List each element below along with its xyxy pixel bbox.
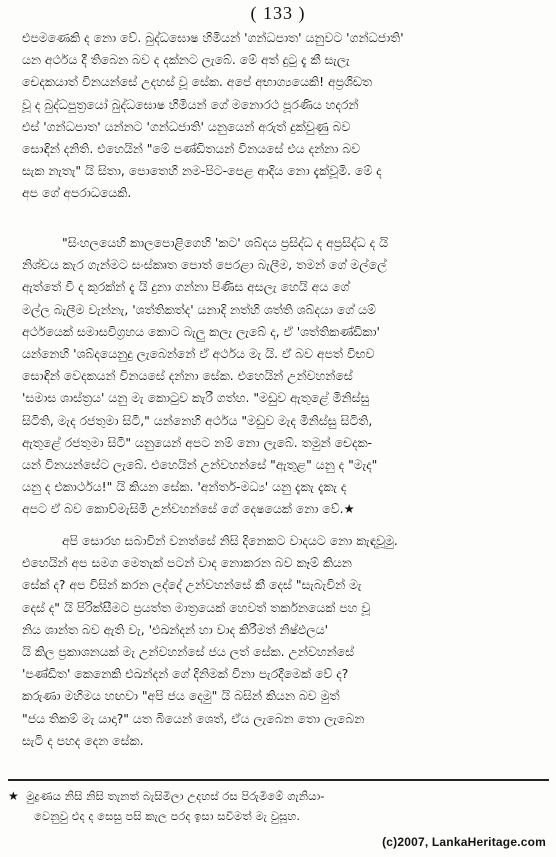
text-line: වූ ද බුද්ධපුත්‍රයෝ බුද්ධඝොෂ හිමියන් ගේ මනොරථ පූරණිය හදරන්: [22, 96, 359, 112]
text-line: නිය ශාන්ත බව ඇති වැ, 'එඛන්දන් හා වාද කිරීමත් නිෂ්ඵලය': [22, 621, 329, 637]
text-line: අප ගේ අපරාධයෙකි.: [22, 185, 132, 201]
text-line: මල්ල බැලීම වැන්නැ, 'ශත්තිකත්ද' යනාදි නත්හි ශත්ති ශබ්දයා ගේ යම්: [22, 301, 376, 317]
text-line: එහෙයින් අප සමග මෙතැක් පටන් වාද නොකරන බව කෑම් කියන: [22, 555, 352, 571]
text-line: යන අර්ථය දී තිබෙන බව ද දක්නට ලැබේ. මේ අත් දුටු දැ කී සැලැ: [22, 52, 350, 68]
text-line: යනු ද එකාර්ථය!" යි කියන සේක. 'අන්තර්-මධ්‍ය' යනු දැකැ දැකැ ද: [22, 479, 347, 495]
page-number: ( 133 ): [250, 3, 306, 23]
text-line: එපමණෙකි ද නො වේ. බුද්ධඝොෂ හිමියන් 'ගන්ධපාත' යනුවට 'ගන්ධජාති': [22, 30, 404, 45]
footnote-line: [8, 786, 538, 806]
text-line: අපට ඒ බව කොව්මැසිමි උන්වහන්සේ ගේ දෙෂයෙක් නො වේ.★: [22, 501, 355, 517]
text-line: සොඳින් වෙදකයන් විනයසේ දන්නා සේක. එහෙයින් උන්වහන්සේ: [22, 368, 353, 384]
text-line: කරුණා මහිමය හඟවා "අපි ජය දෙමු" යි බසින් කියන බව මුත්: [22, 688, 340, 704]
text-line: සැටි ද පහද දෙන සේක.: [22, 732, 144, 748]
paragraph-2: [22, 232, 532, 521]
copyright-notice: (c)2007, LankaHeritage.com: [382, 835, 546, 849]
text-line: යි කිල ප්‍රකාශනයක් මැ උන්වහන්සේ ජය ලත් සේක. උන්වහන්සේ: [22, 644, 355, 660]
text-line: යන්නෙහි 'ශබ්දයෙනුදු ලැබෙන්නේ ඒ අර්ථය මැ යි. ඒ බව අපත් විභව: [22, 346, 375, 362]
text-line: දෙස් ද" යි පිරික්සීමට ප්‍රයත්ත මාත්‍රයෙක් හෙවත් තර්කනයෙක් පහ වූ: [22, 599, 371, 615]
paragraph-3: [22, 530, 532, 752]
text-line: "ජය තිකම් මැ යාදා?" යත බියෙන් ශෙත්, ඒය ලැබෙන තො ලැබෙන: [22, 710, 365, 726]
text-line: "සිංහලයෙහි කාලපොළිගෙහි 'කට' ශබ්දය ප්‍රසිද්ධ ද අප්‍රසිද්ධ ද යි: [62, 235, 388, 250]
star-icon: ★: [8, 789, 19, 803]
footnote-divider: [8, 779, 549, 781]
text-line: 'පණ්ඩිත' කෙනෙකි එඛන්දන් ගේ දිනිමක් විනා පැරදීමෙක් වේ ද?: [22, 666, 349, 682]
text-line: සිටිති, මැද රජතුමා සිටී," යන්නෙහි අර්ථය "මඩුව මැද මිනිස්සු සිටිති,: [22, 412, 373, 428]
text-line: සොඳින් දනිති. එහෙයින් "මේ පණ්ඩිතයන් විනයසේ එය දන්නා බව: [22, 141, 360, 157]
text-line: අර්ථයෙක් සමාසවිග්‍රහය කොට බැලු කලැ ලැබේ ද, ඒ 'ශත්තිකණ්ඩිකා': [22, 323, 380, 339]
text-line: ඇතුළේ රජතුමා සිටී" යනුයෙන් අපට නම් නො ලැබේ. තමුන් චෙදක-: [22, 434, 373, 450]
text-line: එස් 'ගන්ධපාත' යන්නට 'ගන්ධජාති' යනුයෙන් අරුත් දුක්වුණු බව: [22, 118, 351, 134]
footnote-line: වෙනුවු එද ද සෙසු පසි කැල පරද ඉසා සවිමත් මැ වුසූහ.: [34, 809, 301, 823]
text-line: යන් විනයන්සේට ලැබේ. එහෙයින් උන්වහන්සේ "ඇතුළ" යනු ද "මැද": [22, 457, 378, 473]
paragraph-1: [22, 27, 532, 205]
text-line: චෙදකයාත් විනයන්සේ උදහස් වූ සේක. අපේ අභාග්‍යයෙකි! අප්‍රශිඩත: [22, 74, 373, 90]
text-line: සැක නැතැ" යි සිතා, පොතෙහි නම-පිට-පෙළ ආදිය නො දැක්වූමි. මේ ද: [22, 163, 382, 179]
text-line: 'සමාස ශාස්ත්‍රය' යනු මැ කොටුව කැරී ගත්හ. "මඩුව ඇතුළේ මිනිස්සු: [22, 390, 370, 406]
text-line: සේක් ද? අප විසින් කරන ලද්දේ උන්වහන්සේ කී දෙස් "සැබැවින් මැ: [22, 577, 362, 593]
text-line: නිශ්චය කැර ගැන්මට සංස්කෘත පොත් පෙරළා බැලීම, තමන් ගේ මල්ලේ: [22, 257, 387, 273]
footnote: [8, 786, 538, 826]
text-line: අපි සොරහ සබාවින් වනත්සේ නිසි දිනෙකට වාදයට නො කැඳවූමු.: [62, 533, 398, 548]
footnote-text: මුද්‍රණය නිසි නිසි තැනත් බැසිමිලා උදහස් රස පිරුමිමේ ගැනියා-: [26, 789, 325, 803]
text-line: ඇත්තේ වී ද කුරක්න් දැ යි දුනා ගන්නා පිණිස අසලැ හෙයි අය ගේ: [22, 279, 350, 295]
